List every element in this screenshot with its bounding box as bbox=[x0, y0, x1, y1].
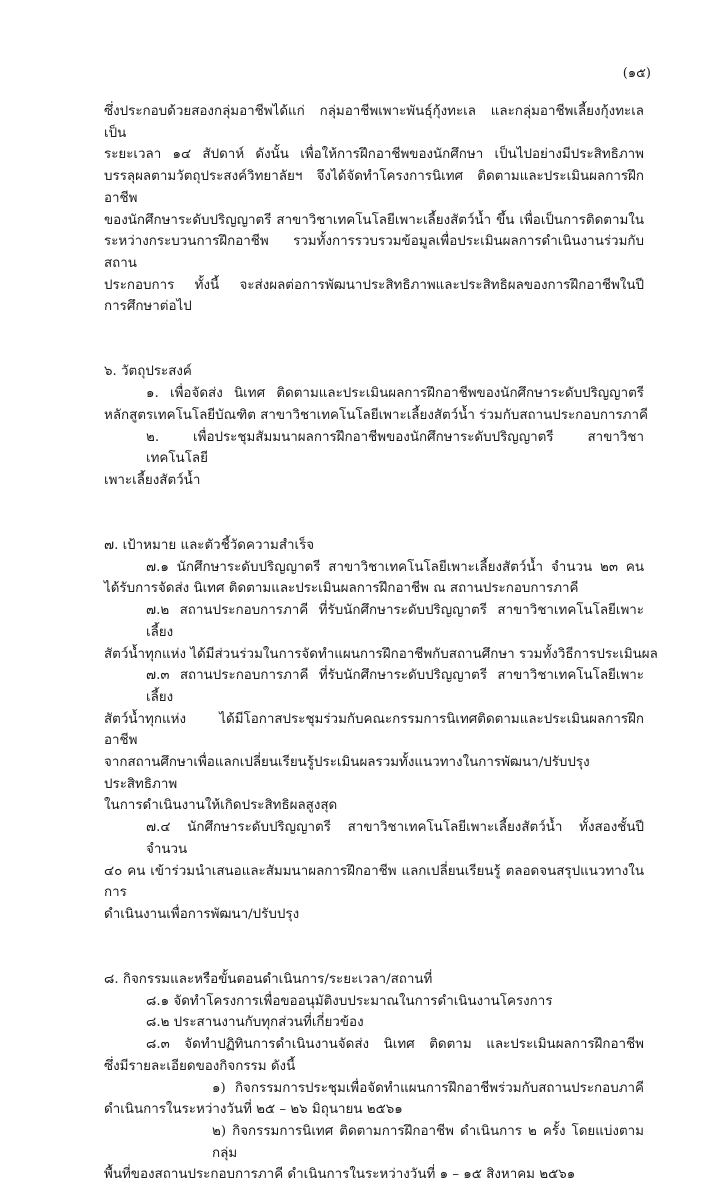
intro-line: ซึ่งประกอบด้วยสองกลุ่มอาชีพได้แก่ กลุ่มอาชีพเพาะพันธุ์กุ้งทะเล และกลุ่มอาชีพเลี้ยงกุ้งทะเล เป็น bbox=[104, 104, 644, 141]
target-line: ได้รับการจัดส่ง นิเทศ ติดตามและประเมินผลการฝึกอาชีพ ณ สถานประกอบการภาคี bbox=[104, 581, 579, 597]
objective-line: ๑. เพื่อจัดส่ง นิเทศ ติดตามและประเมินผลการฝึกอาชีพของนักศึกษาระดับปริญญาตรี bbox=[146, 386, 644, 402]
activity-detail: ๒) กิจกรรมการนิเทศ ติดตามการฝึกอาชีพ ดำเนินการ ๒ ครั้ง โดยแบ่งตามกลุ่ม bbox=[212, 1123, 644, 1161]
target-line: ๗.๔ นักศึกษาระดับปริญญาตรี สาขาวิชาเทคโนโลยีเพาะเลี้ยงสัตว์น้ำ ทั้งสองชั้นปี จำนวน bbox=[146, 820, 644, 857]
page-number: (๑๕) bbox=[622, 66, 651, 81]
intro-line: การศึกษาต่อไป bbox=[104, 299, 192, 315]
intro-line: บรรลุผลตามวัตถุประสงค์วิทยาลัยฯ จึงได้จัดทำโครงการนิเทศ ติดตามและประเมินผลการฝึกอาชีพ bbox=[104, 169, 644, 206]
target-line: ๗.๓ สถานประกอบการภาคี ที่รับนักศึกษาระดับปริญญาตรี สาขาวิชาเทคโนโลยีเพาะเลี้ยง bbox=[146, 668, 644, 705]
objective-line: หลักสูตรเทคโนโลยีบัณฑิต สาขาวิชาเทคโนโลยีเพาะเลี้ยงสัตว์น้ำ ร่วมกับสถานประกอบการภาคี bbox=[104, 407, 648, 423]
target-line: ๗.๒ สถานประกอบการภาคี ที่รับนักศึกษาระดับปริญญาตรี สาขาวิชาเทคโนโลยีเพาะเลี้ยง bbox=[146, 603, 644, 640]
objective-line: เพาะเลี้ยงสัตว์น้ำ bbox=[104, 472, 201, 488]
document-body bbox=[104, 101, 658, 1186]
intro-line: ประกอบการ ทั้งนี้ จะส่งผลต่อการพัฒนาประสิทธิภาพและประสิทธิผลของการฝึกอาชีพในปี bbox=[104, 277, 644, 293]
target-line: ๗.๑ นักศึกษาระดับปริญญาตรี สาขาวิชาเทคโนโลยีเพาะเลี้ยงสัตว์น้ำ จำนวน ๒๓ คน bbox=[146, 559, 644, 575]
activity-step: ๘.๓ จัดทำปฏิทินการดำเนินงานจัดส่ง นิเทศ ติดตาม และประเมินผลการฝึกอาชีพ bbox=[146, 1037, 644, 1053]
intro-line: ระหว่างกระบวนการฝึกอาชีพ รวมทั้งการรวบรวมข้อมูลเพื่อประเมินผลการดำเนินงานร่วมกับสถาน bbox=[104, 234, 644, 271]
intro-line: ของนักศึกษาระดับปริญญาตรี สาขาวิชาเทคโนโลยีเพาะเลี้ยงสัตว์น้ำ ขึ้น เพื่อเป็นการติดตามใน bbox=[104, 212, 644, 228]
target-line: สัตว์น้ำทุกแห่ง ได้มีโอกาสประชุมร่วมกับคณะกรรมการนิเทศติดตามและประเมินผลการฝึกอาชีพ bbox=[104, 711, 644, 749]
activity-detail: ดำเนินการในระหว่างวันที่ ๒๕ – ๒๖ มิถุนายน ๒๕๖๑ bbox=[104, 1102, 403, 1118]
activity-step: ซึ่งมีรายละเอียดของกิจกรรม ดังนี้ bbox=[104, 1058, 296, 1074]
intro-line: ระยะเวลา ๑๔ สัปดาห์ ดังนั้น เพื่อให้การฝึกอาชีพของนักศึกษา เป็นไปอย่างมีประสิทธิภาพ bbox=[104, 147, 644, 163]
section-heading: ๖. วัตถุประสงค์ bbox=[104, 364, 192, 380]
activity-step: ๘.๒ ประสานงานกับทุกส่วนที่เกี่ยวข้อง bbox=[146, 1015, 364, 1031]
activity-step: ๘.๑ จัดทำโครงการเพื่อขออนุมัติงบประมาณในการดำเนินงานโครงการ bbox=[146, 993, 553, 1009]
objective-line: ๒. เพื่อประชุมสัมมนาผลการฝึกอาชีพของนักศึกษาระดับปริญญาตรี สาขาวิชาเทคโนโลยี bbox=[146, 429, 644, 467]
section-targets bbox=[104, 535, 658, 926]
section-activities bbox=[104, 969, 644, 1186]
target-line: ๔๐ คน เข้าร่วมนำเสนอและสัมมนาผลการฝึกอาชีพ แลกเปลี่ยนเรียนรู้ ตลอดจนสรุปแนวทางในการ bbox=[104, 863, 644, 901]
target-line: ดำเนินงานเพื่อการพัฒนา/ปรับปรุง bbox=[104, 906, 300, 922]
section-heading: ๘. กิจกรรมและหรือขั้นตอนดำเนินการ/ระยะเวลา/สถานที่ bbox=[104, 972, 433, 988]
target-line: จากสถานศึกษาเพื่อแลกเปลี่ยนเรียนรู้ประเมินผลรวมทั้งแนวทางในการพัฒนา/ปรับปรุงประสิทธิภาพ bbox=[104, 755, 590, 792]
activity-detail: พื้นที่ของสถานประกอบการภาคี ดำเนินการในระหว่างวันที่ ๑ – ๑๕ สิงหาคม ๒๕๖๑ bbox=[104, 1167, 576, 1183]
target-line: สัตว์น้ำทุกแห่ง ได้มีส่วนร่วมในการจัดทำแผนการฝึกอาชีพกับสถานศึกษา รวมทั้งวิธีการประเมินผล bbox=[104, 646, 658, 662]
activity-detail: ๑) กิจกรรมการประชุมเพื่อจัดทำแผนการฝึกอาชีพร่วมกับสถานประกอบภาคี bbox=[212, 1080, 644, 1096]
target-line: ในการดำเนินงานให้เกิดประสิทธิผลสูงสุด bbox=[104, 798, 338, 814]
section-objectives bbox=[104, 361, 648, 491]
intro-paragraph bbox=[104, 101, 644, 318]
section-heading: ๗. เป้าหมาย และตัวชี้วัดความสำเร็จ bbox=[104, 538, 315, 553]
